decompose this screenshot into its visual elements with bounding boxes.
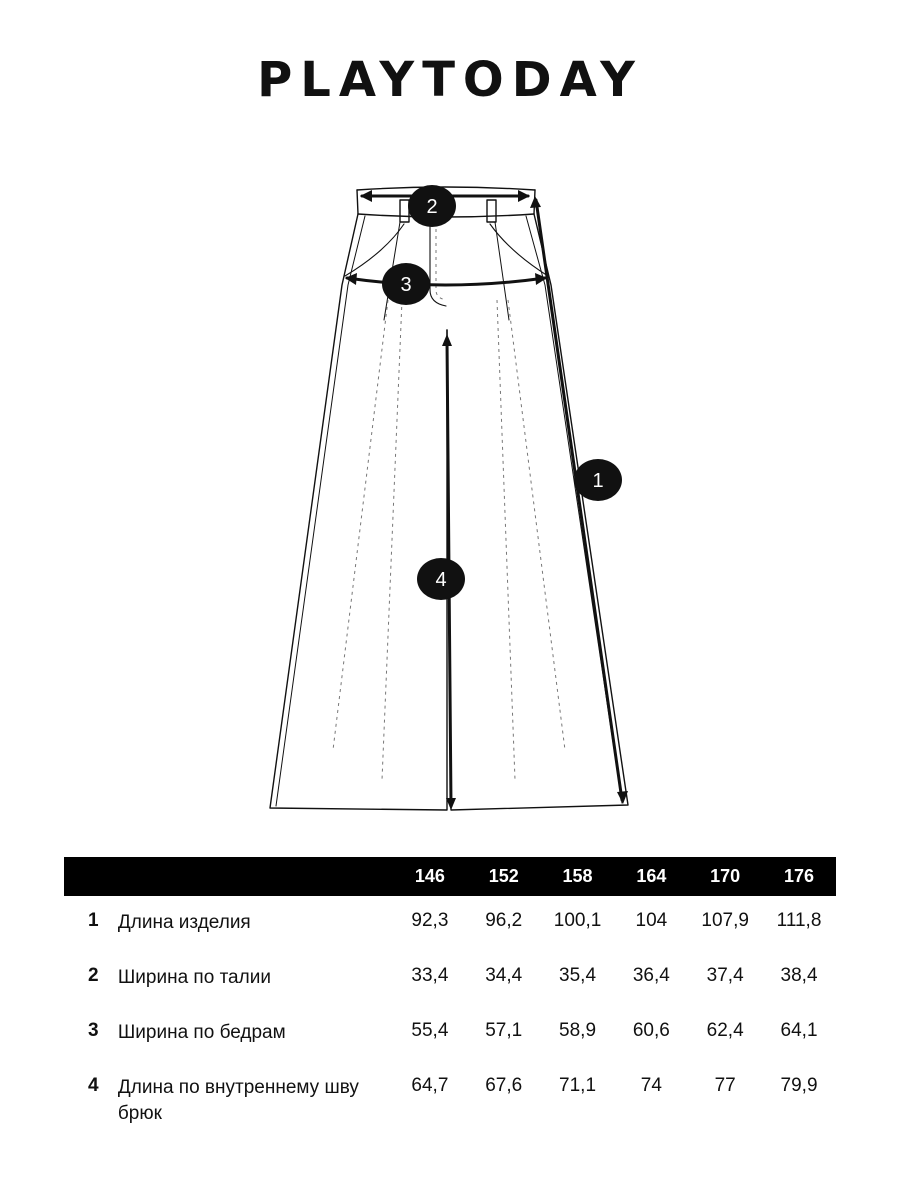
table-row <box>64 951 836 1006</box>
measurement-value: 107,9 <box>701 910 749 931</box>
table-row <box>64 1061 836 1127</box>
measurement-value: 100,1 <box>553 910 602 931</box>
table-row <box>64 1006 836 1061</box>
measurement-value: 33,4 <box>411 965 449 986</box>
row-number: 1 <box>88 910 99 931</box>
belt-loop-left <box>400 200 409 222</box>
size-header: 164 <box>614 857 688 896</box>
size-chart-table <box>64 857 836 1127</box>
measurement-value: 35,4 <box>559 965 597 986</box>
measurement-value: 104 <box>635 910 668 931</box>
measurement-value: 64,7 <box>411 1075 449 1096</box>
svg-text:3: 3 <box>400 274 412 296</box>
svg-text:1: 1 <box>592 470 604 492</box>
measurement-value: 92,3 <box>411 910 449 931</box>
table-row <box>64 896 836 951</box>
measurement-value: 57,1 <box>485 1020 523 1041</box>
measurement-value: 77 <box>714 1075 736 1096</box>
measurement-value: 111,8 <box>776 910 822 931</box>
crease-left-inner <box>382 300 402 780</box>
marker-3 <box>382 263 430 305</box>
measurement-value: 60,6 <box>632 1020 670 1041</box>
measurement-value: 37,4 <box>706 965 744 986</box>
fly-stitch <box>430 220 446 306</box>
marker-2 <box>408 185 456 227</box>
row-number: 2 <box>88 965 99 986</box>
measure-line-1 <box>536 200 622 800</box>
measurement-value: 79,9 <box>780 1075 818 1096</box>
measurement-value: 64,1 <box>780 1020 818 1041</box>
measurement-value: 67,6 <box>485 1075 523 1096</box>
size-header: 152 <box>467 857 541 896</box>
measurement-value: 96,2 <box>485 910 523 931</box>
marker-1 <box>574 459 622 501</box>
measurement-value: 34,4 <box>485 965 523 986</box>
size-header: 170 <box>688 857 762 896</box>
measurement-name: Ширина по бедрам <box>117 1022 286 1043</box>
size-header: 146 <box>393 857 467 896</box>
measurement-value: 36,4 <box>632 965 670 986</box>
size-header-row <box>64 857 836 896</box>
left-leg-outline <box>270 214 447 810</box>
marker-4 <box>417 558 465 600</box>
measurement-value: 62,4 <box>706 1020 744 1041</box>
size-header: 158 <box>541 857 615 896</box>
crease-right-inner <box>497 300 515 780</box>
measurement-value: 38,4 <box>780 965 818 986</box>
right-leg-outline <box>447 214 628 810</box>
brand-logo: PLAYTODAY <box>257 52 643 108</box>
row-number: 3 <box>88 1020 99 1041</box>
measurement-value: 55,4 <box>411 1020 449 1041</box>
measurement-value: 74 <box>640 1075 662 1096</box>
belt-loop-right <box>487 200 496 222</box>
measure-line-3 <box>347 278 545 285</box>
size-header: 176 <box>762 857 836 896</box>
measurement-name: Ширина по талии <box>117 967 271 988</box>
crease-right-outer <box>508 300 565 750</box>
measurement-value: 71,1 <box>559 1075 597 1096</box>
row-number: 4 <box>88 1075 99 1096</box>
measurement-name: Длина изделия <box>117 912 251 933</box>
svg-text:4: 4 <box>435 569 447 591</box>
measurement-value: 58,9 <box>559 1020 597 1041</box>
measurement-name: Длина по внутреннему шву брюк <box>117 1077 359 1124</box>
svg-text:2: 2 <box>426 196 438 218</box>
crease-left-outer <box>333 300 388 750</box>
